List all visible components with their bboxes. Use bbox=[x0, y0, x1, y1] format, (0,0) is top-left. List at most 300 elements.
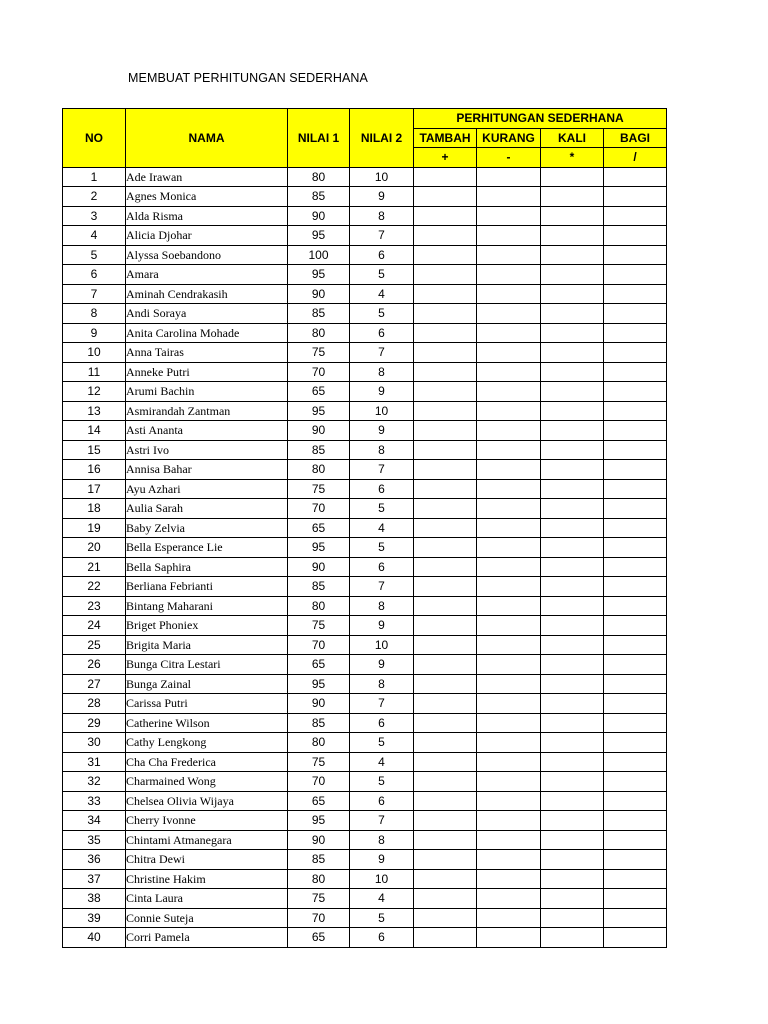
cell-nilai2: 8 bbox=[350, 830, 414, 850]
cell-tambah[interactable] bbox=[414, 616, 477, 636]
cell-bagi[interactable] bbox=[604, 908, 667, 928]
table-row bbox=[63, 226, 667, 246]
cell-no: 20 bbox=[63, 538, 126, 558]
cell-bagi[interactable] bbox=[604, 479, 667, 499]
cell-kurang[interactable] bbox=[477, 791, 541, 811]
cell-no: 19 bbox=[63, 518, 126, 538]
cell-bagi[interactable] bbox=[604, 421, 667, 441]
cell-kurang[interactable] bbox=[477, 460, 541, 480]
cell-nilai1: 95 bbox=[288, 226, 350, 246]
cell-nama: Alda Risma bbox=[126, 206, 288, 226]
table-row bbox=[63, 343, 667, 363]
cell-tambah[interactable] bbox=[414, 538, 477, 558]
cell-bagi[interactable] bbox=[604, 362, 667, 382]
cell-bagi[interactable] bbox=[604, 499, 667, 519]
cell-nilai1: 65 bbox=[288, 382, 350, 402]
cell-tambah[interactable] bbox=[414, 752, 477, 772]
cell-nilai1: 75 bbox=[288, 752, 350, 772]
cell-tambah[interactable] bbox=[414, 674, 477, 694]
cell-nilai1: 85 bbox=[288, 713, 350, 733]
cell-kali[interactable] bbox=[541, 226, 604, 246]
cell-kali[interactable] bbox=[541, 577, 604, 597]
cell-kurang[interactable] bbox=[477, 674, 541, 694]
cell-nama: Anneke Putri bbox=[126, 362, 288, 382]
cell-no: 21 bbox=[63, 557, 126, 577]
cell-no: 28 bbox=[63, 694, 126, 714]
cell-nama: Chelsea Olivia Wijaya bbox=[126, 791, 288, 811]
cell-nama: Carissa Putri bbox=[126, 694, 288, 714]
cell-tambah[interactable] bbox=[414, 928, 477, 948]
cell-nilai2: 5 bbox=[350, 908, 414, 928]
cell-kurang[interactable] bbox=[477, 421, 541, 441]
cell-kurang[interactable] bbox=[477, 635, 541, 655]
cell-kurang[interactable] bbox=[477, 811, 541, 831]
cell-bagi[interactable] bbox=[604, 694, 667, 714]
cell-nilai1: 95 bbox=[288, 811, 350, 831]
table-row bbox=[63, 596, 667, 616]
cell-nama: Aminah Cendrakasih bbox=[126, 284, 288, 304]
table-row bbox=[63, 850, 667, 870]
cell-nilai2: 6 bbox=[350, 928, 414, 948]
cell-nilai2: 5 bbox=[350, 772, 414, 792]
table-row bbox=[63, 167, 667, 187]
cell-tambah[interactable] bbox=[414, 167, 477, 187]
cell-no: 12 bbox=[63, 382, 126, 402]
cell-no: 11 bbox=[63, 362, 126, 382]
cell-no: 22 bbox=[63, 577, 126, 597]
cell-kali[interactable] bbox=[541, 596, 604, 616]
cell-nama: Brigita Maria bbox=[126, 635, 288, 655]
cell-no: 38 bbox=[63, 889, 126, 909]
cell-tambah[interactable] bbox=[414, 304, 477, 324]
table-row bbox=[63, 421, 667, 441]
table-row bbox=[63, 713, 667, 733]
cell-kurang[interactable] bbox=[477, 596, 541, 616]
cell-nilai1: 80 bbox=[288, 167, 350, 187]
cell-kali[interactable] bbox=[541, 401, 604, 421]
cell-nama: Cathy Lengkong bbox=[126, 733, 288, 753]
cell-tambah[interactable] bbox=[414, 362, 477, 382]
cell-nama: Cherry Ivonne bbox=[126, 811, 288, 831]
table-row bbox=[63, 908, 667, 928]
cell-nama: Alicia Djohar bbox=[126, 226, 288, 246]
cell-nilai1: 100 bbox=[288, 245, 350, 265]
cell-nilai2: 6 bbox=[350, 245, 414, 265]
cell-nama: Charmained Wong bbox=[126, 772, 288, 792]
cell-tambah[interactable] bbox=[414, 577, 477, 597]
cell-tambah[interactable] bbox=[414, 908, 477, 928]
cell-nilai2: 9 bbox=[350, 850, 414, 870]
cell-bagi[interactable] bbox=[604, 518, 667, 538]
cell-tambah[interactable] bbox=[414, 265, 477, 285]
cell-kurang[interactable] bbox=[477, 713, 541, 733]
cell-nama: Amara bbox=[126, 265, 288, 285]
cell-no: 33 bbox=[63, 791, 126, 811]
cell-tambah[interactable] bbox=[414, 694, 477, 714]
cell-bagi[interactable] bbox=[604, 440, 667, 460]
cell-bagi[interactable] bbox=[604, 733, 667, 753]
cell-no: 9 bbox=[63, 323, 126, 343]
cell-tambah[interactable] bbox=[414, 830, 477, 850]
cell-nama: Bintang Maharani bbox=[126, 596, 288, 616]
cell-nilai1: 65 bbox=[288, 655, 350, 675]
cell-bagi[interactable] bbox=[604, 811, 667, 831]
cell-nilai1: 85 bbox=[288, 187, 350, 207]
cell-bagi[interactable] bbox=[604, 791, 667, 811]
cell-kali[interactable] bbox=[541, 343, 604, 363]
cell-nilai2: 4 bbox=[350, 518, 414, 538]
cell-tambah[interactable] bbox=[414, 713, 477, 733]
cell-nilai2: 5 bbox=[350, 499, 414, 519]
cell-kurang[interactable] bbox=[477, 440, 541, 460]
cell-bagi[interactable] bbox=[604, 167, 667, 187]
cell-nilai1: 80 bbox=[288, 323, 350, 343]
cell-no: 6 bbox=[63, 265, 126, 285]
cell-kali[interactable] bbox=[541, 674, 604, 694]
cell-nilai1: 65 bbox=[288, 928, 350, 948]
cell-kurang[interactable] bbox=[477, 343, 541, 363]
cell-kurang[interactable] bbox=[477, 401, 541, 421]
cell-bagi[interactable] bbox=[604, 265, 667, 285]
cell-nilai1: 85 bbox=[288, 850, 350, 870]
cell-tambah[interactable] bbox=[414, 811, 477, 831]
cell-kurang[interactable] bbox=[477, 187, 541, 207]
cell-tambah[interactable] bbox=[414, 401, 477, 421]
cell-nilai2: 7 bbox=[350, 694, 414, 714]
cell-kali[interactable] bbox=[541, 733, 604, 753]
cell-kali[interactable] bbox=[541, 752, 604, 772]
cell-kali[interactable] bbox=[541, 187, 604, 207]
table-row bbox=[63, 401, 667, 421]
table-row bbox=[63, 830, 667, 850]
cell-kali[interactable] bbox=[541, 635, 604, 655]
cell-kali[interactable] bbox=[541, 265, 604, 285]
cell-nilai2: 10 bbox=[350, 869, 414, 889]
cell-no: 14 bbox=[63, 421, 126, 441]
cell-nilai1: 70 bbox=[288, 908, 350, 928]
cell-nilai2: 7 bbox=[350, 811, 414, 831]
cell-kurang[interactable] bbox=[477, 616, 541, 636]
cell-no: 34 bbox=[63, 811, 126, 831]
header-nama: NAMA bbox=[126, 109, 288, 168]
cell-no: 27 bbox=[63, 674, 126, 694]
cell-kali[interactable] bbox=[541, 772, 604, 792]
cell-kali[interactable] bbox=[541, 655, 604, 675]
cell-tambah[interactable] bbox=[414, 421, 477, 441]
cell-nilai2: 8 bbox=[350, 362, 414, 382]
cell-no: 8 bbox=[63, 304, 126, 324]
cell-kali[interactable] bbox=[541, 421, 604, 441]
header-kali: KALI bbox=[541, 128, 604, 148]
cell-tambah[interactable] bbox=[414, 596, 477, 616]
cell-no: 31 bbox=[63, 752, 126, 772]
cell-bagi[interactable] bbox=[604, 323, 667, 343]
table-header bbox=[63, 109, 667, 168]
cell-nama: Chintami Atmanegara bbox=[126, 830, 288, 850]
cell-no: 24 bbox=[63, 616, 126, 636]
cell-kali[interactable] bbox=[541, 889, 604, 909]
cell-tambah[interactable] bbox=[414, 343, 477, 363]
cell-nilai1: 70 bbox=[288, 772, 350, 792]
cell-bagi[interactable] bbox=[604, 226, 667, 246]
cell-nilai2: 4 bbox=[350, 284, 414, 304]
table-row bbox=[63, 479, 667, 499]
cell-no: 15 bbox=[63, 440, 126, 460]
cell-kali[interactable] bbox=[541, 440, 604, 460]
cell-kali[interactable] bbox=[541, 908, 604, 928]
cell-kurang[interactable] bbox=[477, 752, 541, 772]
cell-nama: Anna Tairas bbox=[126, 343, 288, 363]
cell-nilai1: 90 bbox=[288, 284, 350, 304]
cell-kali[interactable] bbox=[541, 557, 604, 577]
cell-tambah[interactable] bbox=[414, 791, 477, 811]
cell-kali[interactable] bbox=[541, 206, 604, 226]
cell-tambah[interactable] bbox=[414, 869, 477, 889]
cell-nilai2: 9 bbox=[350, 655, 414, 675]
cell-tambah[interactable] bbox=[414, 382, 477, 402]
table-row bbox=[63, 460, 667, 480]
cell-kurang[interactable] bbox=[477, 928, 541, 948]
cell-tambah[interactable] bbox=[414, 323, 477, 343]
table-row bbox=[63, 557, 667, 577]
cell-tambah[interactable] bbox=[414, 889, 477, 909]
cell-bagi[interactable] bbox=[604, 343, 667, 363]
cell-nilai2: 9 bbox=[350, 616, 414, 636]
cell-kali[interactable] bbox=[541, 616, 604, 636]
cell-no: 3 bbox=[63, 206, 126, 226]
cell-tambah[interactable] bbox=[414, 557, 477, 577]
cell-nilai2: 5 bbox=[350, 265, 414, 285]
cell-no: 7 bbox=[63, 284, 126, 304]
cell-kurang[interactable] bbox=[477, 772, 541, 792]
cell-kali[interactable] bbox=[541, 694, 604, 714]
cell-kali[interactable] bbox=[541, 791, 604, 811]
cell-tambah[interactable] bbox=[414, 655, 477, 675]
cell-nilai1: 90 bbox=[288, 694, 350, 714]
cell-tambah[interactable] bbox=[414, 460, 477, 480]
cell-bagi[interactable] bbox=[604, 401, 667, 421]
cell-kali[interactable] bbox=[541, 830, 604, 850]
cell-kurang[interactable] bbox=[477, 479, 541, 499]
cell-tambah[interactable] bbox=[414, 479, 477, 499]
cell-nilai2: 7 bbox=[350, 460, 414, 480]
cell-kurang[interactable] bbox=[477, 830, 541, 850]
cell-nama: Bella Saphira bbox=[126, 557, 288, 577]
cell-kurang[interactable] bbox=[477, 265, 541, 285]
table-row bbox=[63, 811, 667, 831]
cell-bagi[interactable] bbox=[604, 206, 667, 226]
table-row bbox=[63, 265, 667, 285]
cell-no: 16 bbox=[63, 460, 126, 480]
cell-kurang[interactable] bbox=[477, 323, 541, 343]
cell-bagi[interactable] bbox=[604, 752, 667, 772]
cell-bagi[interactable] bbox=[604, 674, 667, 694]
cell-no: 35 bbox=[63, 830, 126, 850]
cell-kali[interactable] bbox=[541, 460, 604, 480]
cell-kali[interactable] bbox=[541, 304, 604, 324]
cell-bagi[interactable] bbox=[604, 187, 667, 207]
cell-nilai2: 5 bbox=[350, 733, 414, 753]
cell-kurang[interactable] bbox=[477, 908, 541, 928]
cell-kurang[interactable] bbox=[477, 733, 541, 753]
cell-no: 23 bbox=[63, 596, 126, 616]
cell-kurang[interactable] bbox=[477, 206, 541, 226]
header-no: NO bbox=[63, 109, 126, 168]
cell-nama: Annisa Bahar bbox=[126, 460, 288, 480]
cell-bagi[interactable] bbox=[604, 460, 667, 480]
cell-bagi[interactable] bbox=[604, 889, 667, 909]
cell-kali[interactable] bbox=[541, 167, 604, 187]
cell-kurang[interactable] bbox=[477, 284, 541, 304]
header-group-perhitungan: PERHITUNGAN SEDERHANA bbox=[414, 109, 667, 129]
cell-nilai2: 6 bbox=[350, 713, 414, 733]
cell-kurang[interactable] bbox=[477, 869, 541, 889]
cell-tambah[interactable] bbox=[414, 635, 477, 655]
cell-bagi[interactable] bbox=[604, 655, 667, 675]
cell-tambah[interactable] bbox=[414, 226, 477, 246]
cell-bagi[interactable] bbox=[604, 928, 667, 948]
cell-tambah[interactable] bbox=[414, 245, 477, 265]
cell-bagi[interactable] bbox=[604, 772, 667, 792]
cell-kali[interactable] bbox=[541, 382, 604, 402]
cell-nama: Chitra Dewi bbox=[126, 850, 288, 870]
cell-nilai1: 75 bbox=[288, 889, 350, 909]
cell-bagi[interactable] bbox=[604, 304, 667, 324]
cell-kurang[interactable] bbox=[477, 245, 541, 265]
cell-kali[interactable] bbox=[541, 811, 604, 831]
cell-no: 13 bbox=[63, 401, 126, 421]
table-row bbox=[63, 362, 667, 382]
header-kurang: KURANG bbox=[477, 128, 541, 148]
cell-kali[interactable] bbox=[541, 518, 604, 538]
cell-kali[interactable] bbox=[541, 928, 604, 948]
cell-bagi[interactable] bbox=[604, 616, 667, 636]
cell-kurang[interactable] bbox=[477, 577, 541, 597]
cell-no: 4 bbox=[63, 226, 126, 246]
cell-kurang[interactable] bbox=[477, 304, 541, 324]
cell-nilai1: 70 bbox=[288, 499, 350, 519]
cell-nilai1: 75 bbox=[288, 343, 350, 363]
table-row bbox=[63, 187, 667, 207]
header-bagi: BAGI bbox=[604, 128, 667, 148]
cell-bagi[interactable] bbox=[604, 382, 667, 402]
cell-bagi[interactable] bbox=[604, 538, 667, 558]
cell-kali[interactable] bbox=[541, 499, 604, 519]
cell-nilai2: 8 bbox=[350, 596, 414, 616]
cell-no: 5 bbox=[63, 245, 126, 265]
cell-no: 18 bbox=[63, 499, 126, 519]
cell-nama: Baby Zelvia bbox=[126, 518, 288, 538]
cell-kurang[interactable] bbox=[477, 382, 541, 402]
cell-nilai1: 75 bbox=[288, 616, 350, 636]
cell-kurang[interactable] bbox=[477, 538, 541, 558]
cell-kurang[interactable] bbox=[477, 362, 541, 382]
cell-nilai2: 7 bbox=[350, 343, 414, 363]
cell-bagi[interactable] bbox=[604, 830, 667, 850]
cell-nilai2: 7 bbox=[350, 577, 414, 597]
cell-kurang[interactable] bbox=[477, 557, 541, 577]
cell-tambah[interactable] bbox=[414, 772, 477, 792]
cell-kali[interactable] bbox=[541, 869, 604, 889]
cell-tambah[interactable] bbox=[414, 518, 477, 538]
cell-bagi[interactable] bbox=[604, 869, 667, 889]
cell-bagi[interactable] bbox=[604, 596, 667, 616]
cell-kurang[interactable] bbox=[477, 499, 541, 519]
cell-nilai2: 6 bbox=[350, 557, 414, 577]
cell-kurang[interactable] bbox=[477, 889, 541, 909]
cell-kali[interactable] bbox=[541, 284, 604, 304]
cell-bagi[interactable] bbox=[604, 284, 667, 304]
cell-tambah[interactable] bbox=[414, 187, 477, 207]
table-row bbox=[63, 518, 667, 538]
cell-tambah[interactable] bbox=[414, 284, 477, 304]
table-row bbox=[63, 499, 667, 519]
cell-bagi[interactable] bbox=[604, 557, 667, 577]
cell-bagi[interactable] bbox=[604, 635, 667, 655]
table-row bbox=[63, 284, 667, 304]
cell-kali[interactable] bbox=[541, 850, 604, 870]
cell-nilai1: 80 bbox=[288, 869, 350, 889]
cell-tambah[interactable] bbox=[414, 206, 477, 226]
cell-nama: Astri Ivo bbox=[126, 440, 288, 460]
cell-nilai1: 85 bbox=[288, 577, 350, 597]
cell-kali[interactable] bbox=[541, 362, 604, 382]
cell-nama: Ayu Azhari bbox=[126, 479, 288, 499]
cell-bagi[interactable] bbox=[604, 245, 667, 265]
cell-kali[interactable] bbox=[541, 538, 604, 558]
cell-nama: Catherine Wilson bbox=[126, 713, 288, 733]
header-tambah: TAMBAH bbox=[414, 128, 477, 148]
cell-kurang[interactable] bbox=[477, 655, 541, 675]
cell-tambah[interactable] bbox=[414, 440, 477, 460]
cell-no: 17 bbox=[63, 479, 126, 499]
cell-bagi[interactable] bbox=[604, 577, 667, 597]
cell-nilai2: 9 bbox=[350, 421, 414, 441]
table-row bbox=[63, 304, 667, 324]
cell-nama: Alyssa Soebandono bbox=[126, 245, 288, 265]
cell-kali[interactable] bbox=[541, 479, 604, 499]
cell-tambah[interactable] bbox=[414, 499, 477, 519]
cell-tambah[interactable] bbox=[414, 850, 477, 870]
cell-kurang[interactable] bbox=[477, 518, 541, 538]
cell-bagi[interactable] bbox=[604, 850, 667, 870]
cell-nilai1: 80 bbox=[288, 733, 350, 753]
cell-nama: Aulia Sarah bbox=[126, 499, 288, 519]
cell-nilai2: 5 bbox=[350, 538, 414, 558]
table-row bbox=[63, 538, 667, 558]
table-body bbox=[63, 167, 667, 947]
cell-nilai1: 80 bbox=[288, 460, 350, 480]
cell-kurang[interactable] bbox=[477, 167, 541, 187]
cell-nilai1: 95 bbox=[288, 265, 350, 285]
score-table bbox=[62, 108, 667, 948]
cell-bagi[interactable] bbox=[604, 713, 667, 733]
cell-kali[interactable] bbox=[541, 713, 604, 733]
cell-kurang[interactable] bbox=[477, 694, 541, 714]
table-row bbox=[63, 635, 667, 655]
cell-kurang[interactable] bbox=[477, 850, 541, 870]
cell-nilai2: 8 bbox=[350, 674, 414, 694]
cell-nilai2: 9 bbox=[350, 187, 414, 207]
cell-kali[interactable] bbox=[541, 323, 604, 343]
cell-nama: Connie Suteja bbox=[126, 908, 288, 928]
cell-kali[interactable] bbox=[541, 245, 604, 265]
table-row bbox=[63, 889, 667, 909]
cell-kurang[interactable] bbox=[477, 226, 541, 246]
table-row bbox=[63, 772, 667, 792]
cell-nilai1: 90 bbox=[288, 830, 350, 850]
cell-tambah[interactable] bbox=[414, 733, 477, 753]
